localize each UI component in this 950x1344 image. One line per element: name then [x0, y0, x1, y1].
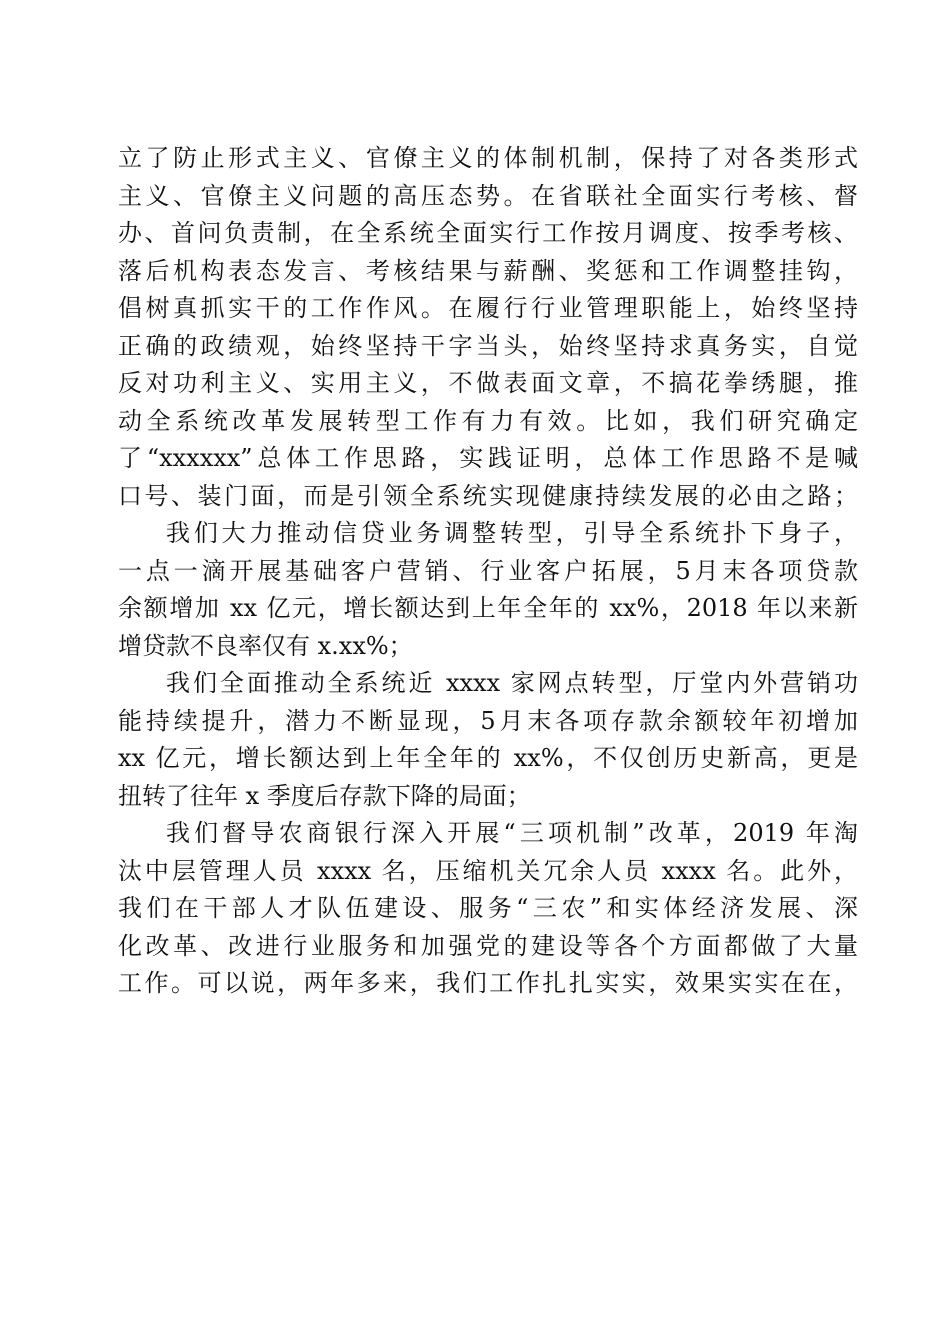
text-line-23: 工作。可以说，两年多来，我们工作扎扎实实，效果实实在在， — [118, 969, 858, 997]
text-line-8: 动全系统改革发展转型工作有力有效。比如，我们研究确定 — [118, 406, 858, 435]
text-line-4: 落后机构表态发言、考核结果与薪酬、奖惩和工作调整挂钩， — [118, 256, 858, 285]
text-line-21: 我们在干部人才队伍建设、服务“三农”和实体经济发展、深 — [118, 894, 858, 922]
text-line-10: 口号、装门面，而是引领全系统实现健康持续发展的必由之路； — [118, 481, 858, 510]
text-line-12: 一点一滴开展基础客户营销、行业客户拓展，5月末各项贷款 — [118, 556, 858, 585]
text-line-3: 办、首问负责制，在全系统全面实行工作按月调度、按季考核、 — [118, 219, 858, 247]
text-line-20: 汰中层管理人员 xxxx 名，压缩机关冗余人员 xxxx 名。此外， — [118, 856, 858, 885]
text-line-13: 余额增加 xx 亿元，增长额达到上年全年的 xx%，2018 年以来新 — [118, 594, 858, 622]
text-line-2: 主义、官僚主义问题的高压态势。在省联社全面实行考核、督 — [118, 181, 858, 210]
text-line-1: 立了防止形式主义、官僚主义的体制机制，保持了对各类形式 — [118, 144, 858, 172]
text-line-9: 了“xxxxxx”总体工作思路，实践证明，总体工作思路不是喊 — [118, 444, 858, 472]
text-line-19: 我们督导农商银行深入开展“三项机制”改革，2019 年淘 — [166, 819, 858, 847]
text-line-17: xx 亿元，增长额达到上年全年的 xx%，不仅创历史新高，更是 — [118, 744, 858, 772]
body-text — [118, 140, 858, 1003]
text-line-5: 倡树真抓实干的工作作风。在履行行业管理职能上，始终坚持 — [118, 294, 858, 322]
text-line-18: 扭转了往年 x 季度后存款下降的局面； — [118, 781, 531, 810]
text-line-11: 我们大力推动信贷业务调整转型，引导全系统扑下身子， — [166, 519, 858, 547]
text-line-6: 正确的政绩观，始终坚持干字当头，始终坚持求真务实，自觉 — [118, 331, 858, 360]
text-line-15: 我们全面推动全系统近 xxxx 家网点转型，厅堂内外营销功 — [166, 669, 858, 697]
text-line-14: 增贷款不良率仅有 x.xx%； — [118, 631, 413, 660]
text-line-7: 反对功利主义、实用主义，不做表面文章，不搞花拳绣腿，推 — [118, 369, 858, 397]
text-line-22: 化改革、改进行业服务和加强党的建设等各个方面都做了大量 — [118, 931, 858, 960]
text-line-16: 能持续提升，潜力不断显现，5月末各项存款余额较年初增加 — [118, 706, 858, 735]
